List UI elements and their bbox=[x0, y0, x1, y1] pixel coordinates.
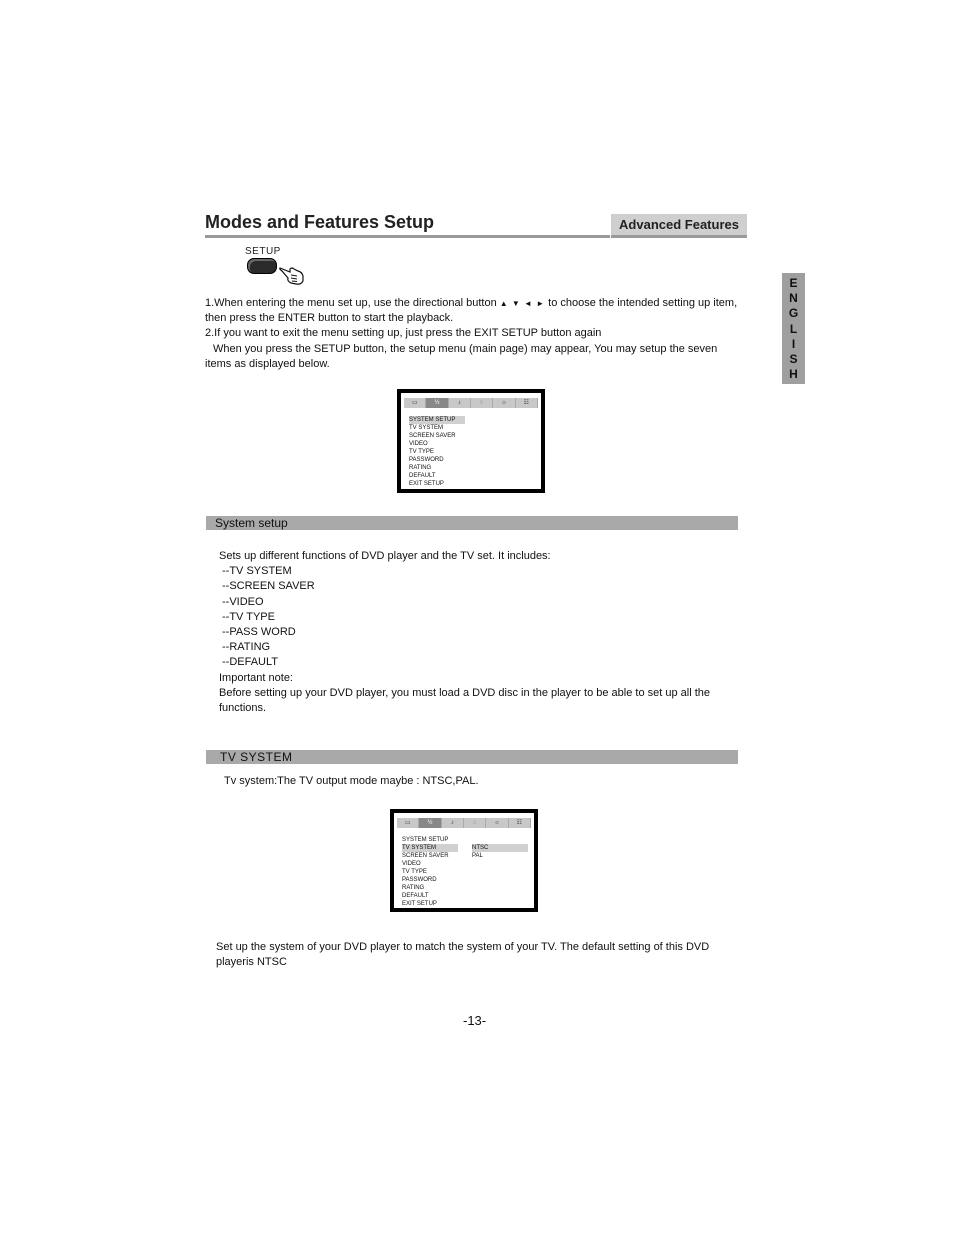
system-setup-heading: System setup bbox=[206, 516, 738, 530]
osd-menu-item: SCREEN SAVER bbox=[402, 853, 449, 859]
osd-tab-icon: ♪ bbox=[449, 398, 471, 408]
intro-line-3: When you press the SETUP button, the setup menu (main page) may appear, You may setup the seven items as displayed below. bbox=[205, 342, 718, 370]
side-tab-letter: H bbox=[789, 366, 798, 381]
osd-option-list bbox=[472, 844, 528, 860]
tv-system-footer-text: Set up the system of your DVD player to match the system of your TV. The default setting of this DVD playeris NTSC bbox=[216, 941, 710, 968]
intro-line-1b: to choose the intended setting up item, then press the ENTER button to start the playback. bbox=[205, 297, 738, 325]
tv-system-description: Tv system:The TV output mode maybe : NTSC,PAL. bbox=[224, 775, 479, 787]
osd-tab-icon: ◌ bbox=[464, 818, 486, 828]
osd-tab-icon: ½ bbox=[426, 398, 448, 408]
section-tab: Advanced Features bbox=[611, 214, 747, 238]
osd-menu-item: PASSWORD bbox=[409, 457, 444, 463]
system-setup-item: --PASS WORD bbox=[222, 626, 296, 639]
side-tab-letter: G bbox=[788, 306, 799, 321]
system-setup-item: --VIDEO bbox=[222, 595, 264, 608]
osd-menu-item: DEFAULT bbox=[402, 893, 429, 899]
system-setup-item: --RATING bbox=[222, 641, 271, 654]
osd-tab-icon: ☼ bbox=[493, 398, 515, 408]
side-tab-letter: E bbox=[789, 276, 798, 291]
setup-button-label: SETUP bbox=[245, 246, 281, 257]
intro-text bbox=[205, 296, 745, 372]
direction-arrows-icon: ▲ ▼ ◄ ► bbox=[499, 299, 546, 308]
osd-menu-item: TV SYSTEM bbox=[402, 844, 458, 852]
osd-tab-icon: ▭ bbox=[397, 818, 419, 828]
osd-menu-item: RATING bbox=[402, 885, 425, 891]
osd-menu-item: TV TYPE bbox=[402, 869, 427, 875]
osd-menu-item: VIDEO bbox=[409, 441, 428, 447]
osd-tv-system-image bbox=[390, 809, 538, 912]
osd-tab-icon: ☷ bbox=[509, 818, 531, 828]
osd-menu-item: EXIT SETUP bbox=[409, 481, 444, 487]
system-setup-intro: Sets up different functions of DVD player and the TV set. It includes: bbox=[219, 550, 551, 562]
osd-main-menu-image bbox=[397, 389, 545, 493]
hand-pointer-icon bbox=[278, 262, 306, 286]
osd-menu-item: TV TYPE bbox=[409, 449, 434, 455]
page-number: -13- bbox=[463, 1013, 487, 1028]
page-title: Modes and Features Setup bbox=[205, 212, 435, 232]
osd-tab-icon: ☼ bbox=[486, 818, 508, 828]
intro-line-2: 2.If you want to exit the menu setting up, just press the EXIT SETUP button again bbox=[205, 327, 602, 340]
title-underline bbox=[205, 235, 610, 238]
important-note-label: Important note: bbox=[219, 671, 293, 684]
language-side-tab bbox=[782, 273, 805, 384]
osd-tab-bar bbox=[397, 818, 531, 828]
osd-menu-item: EXIT SETUP bbox=[402, 901, 437, 907]
system-setup-item: --SCREEN SAVER bbox=[222, 580, 315, 593]
osd-tab-icon: ☷ bbox=[516, 398, 538, 408]
osd-menu-list bbox=[409, 416, 465, 488]
osd-tab-icon: ½ bbox=[419, 818, 441, 828]
system-setup-item: --TV TYPE bbox=[222, 610, 275, 623]
osd-menu-item: VIDEO bbox=[402, 861, 421, 867]
osd-menu-item: SYSTEM SETUP bbox=[402, 837, 449, 843]
osd-menu-list bbox=[402, 836, 458, 908]
system-setup-body bbox=[219, 549, 739, 716]
setup-button-illustration bbox=[247, 258, 277, 274]
side-tab-letter: N bbox=[789, 291, 798, 306]
tv-system-heading: TV SYSTEM bbox=[206, 750, 738, 764]
osd-tab-icon: ▭ bbox=[404, 398, 426, 408]
osd-menu-item: PASSWORD bbox=[402, 877, 437, 883]
side-tab-letter: S bbox=[789, 351, 798, 366]
system-setup-item: --DEFAULT bbox=[222, 656, 279, 669]
osd-option-item: PAL bbox=[472, 853, 483, 859]
osd-menu-item: RATING bbox=[409, 465, 432, 471]
osd-menu-item: DEFAULT bbox=[409, 473, 436, 479]
system-setup-item: --TV SYSTEM bbox=[222, 565, 292, 578]
osd-menu-item: TV SYSTEM bbox=[409, 425, 444, 431]
osd-tab-bar bbox=[404, 398, 538, 408]
osd-menu-item: SYSTEM SETUP bbox=[409, 416, 465, 424]
osd-option-item: NTSC bbox=[472, 844, 528, 852]
osd-tab-icon: ♪ bbox=[442, 818, 464, 828]
osd-menu-item: SCREEN SAVER bbox=[409, 433, 456, 439]
osd-tab-icon: ◌ bbox=[471, 398, 493, 408]
intro-line-1a: 1.When entering the menu set up, use the directional button bbox=[205, 297, 497, 309]
important-note-text: Before setting up your DVD player, you must load a DVD disc in the player to be able to set up all the functions. bbox=[219, 686, 710, 715]
side-tab-letter: L bbox=[789, 321, 798, 336]
side-tab-letter: I bbox=[791, 336, 796, 351]
